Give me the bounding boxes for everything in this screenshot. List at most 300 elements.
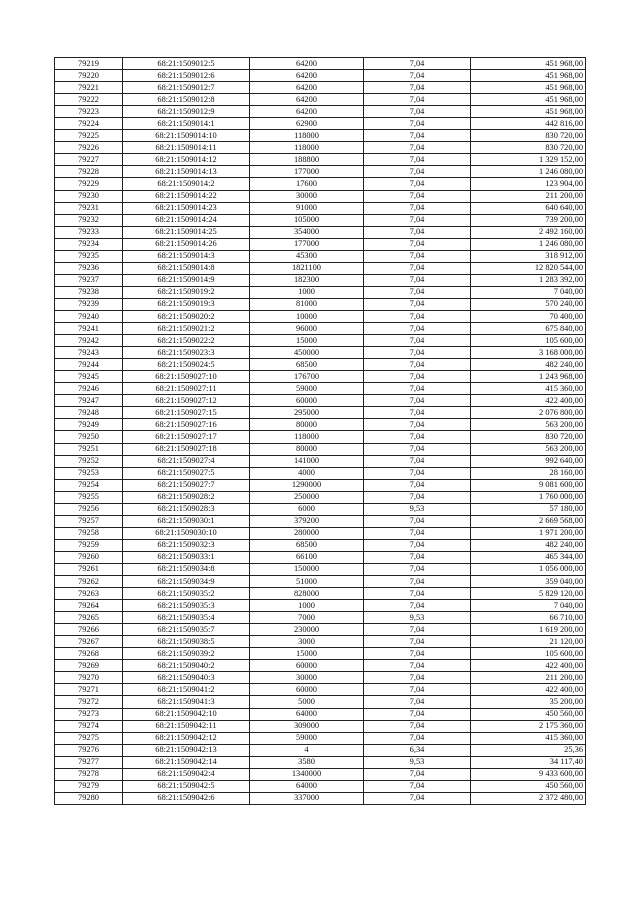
area-cell: 3000 — [250, 636, 364, 648]
table-row — [55, 455, 586, 467]
rate-cell: 7,04 — [364, 419, 471, 431]
area-cell: 5000 — [250, 696, 364, 708]
cadastral-value-cell: 105 600,00 — [471, 335, 586, 347]
row-number-cell: 79235 — [55, 250, 123, 262]
cadastral-number-cell: 68:21:1509012:5 — [123, 58, 250, 70]
cadastral-value-cell: 359 040,00 — [471, 576, 586, 588]
rate-cell: 7,04 — [364, 431, 471, 443]
row-number-cell: 79265 — [55, 612, 123, 624]
cadastral-number-cell: 68:21:1509014:13 — [123, 166, 250, 178]
cadastral-number-cell: 68:21:1509042:12 — [123, 732, 250, 744]
cadastral-number-cell: 68:21:1509035:3 — [123, 600, 250, 612]
rate-cell: 7,04 — [364, 563, 471, 575]
area-cell: 64200 — [250, 70, 364, 82]
table-row — [55, 684, 586, 696]
row-number-cell: 79233 — [55, 226, 123, 238]
area-cell: 1000 — [250, 600, 364, 612]
cadastral-value-cell: 7 040,00 — [471, 286, 586, 298]
row-number-cell: 79252 — [55, 455, 123, 467]
rate-cell: 7,04 — [364, 479, 471, 491]
area-cell: 59000 — [250, 732, 364, 744]
cadastral-value-cell: 9 081 600,00 — [471, 479, 586, 491]
rate-cell: 7,04 — [364, 323, 471, 335]
cadastral-number-cell: 68:21:1509014:10 — [123, 130, 250, 142]
table-row — [55, 82, 586, 94]
rate-cell: 7,04 — [364, 371, 471, 383]
table-row — [55, 636, 586, 648]
rate-cell: 7,04 — [364, 576, 471, 588]
cadastral-value-cell: 2 175 360,00 — [471, 720, 586, 732]
cadastral-number-cell: 68:21:1509040:2 — [123, 660, 250, 672]
row-number-cell: 79246 — [55, 383, 123, 395]
rate-cell: 7,04 — [364, 588, 471, 600]
area-cell: 450000 — [250, 347, 364, 359]
rate-cell: 7,04 — [364, 82, 471, 94]
rate-cell: 7,04 — [364, 226, 471, 238]
row-number-cell: 79267 — [55, 636, 123, 648]
cadastral-value-cell: 1 246 080,00 — [471, 238, 586, 250]
cadastral-value-cell: 451 968,00 — [471, 94, 586, 106]
cadastral-value-cell: 28 160,00 — [471, 467, 586, 479]
area-cell: 118000 — [250, 142, 364, 154]
rate-cell: 7,04 — [364, 118, 471, 130]
rate-cell: 7,04 — [364, 58, 471, 70]
row-number-cell: 79254 — [55, 479, 123, 491]
table-row — [55, 359, 586, 371]
cadastral-number-cell: 68:21:1509034:9 — [123, 576, 250, 588]
row-number-cell: 79245 — [55, 371, 123, 383]
cadastral-number-cell: 68:21:1509023:3 — [123, 347, 250, 359]
table-row — [55, 323, 586, 335]
cadastral-value-cell: 422 400,00 — [471, 660, 586, 672]
cadastral-number-cell: 68:21:1509042:5 — [123, 780, 250, 792]
table-row — [55, 780, 586, 792]
rate-cell: 7,04 — [364, 407, 471, 419]
row-number-cell: 79280 — [55, 792, 123, 804]
area-cell: 10000 — [250, 310, 364, 322]
row-number-cell: 79225 — [55, 130, 123, 142]
row-number-cell: 79273 — [55, 708, 123, 720]
row-number-cell: 79223 — [55, 106, 123, 118]
cadastral-value-cell: 1 283 392,00 — [471, 274, 586, 286]
area-cell: 6000 — [250, 503, 364, 515]
row-number-cell: 79243 — [55, 347, 123, 359]
row-number-cell: 79234 — [55, 238, 123, 250]
area-cell: 105000 — [250, 214, 364, 226]
row-number-cell: 79240 — [55, 310, 123, 322]
rate-cell: 7,04 — [364, 732, 471, 744]
table-row — [55, 744, 586, 756]
area-cell: 60000 — [250, 660, 364, 672]
table-row — [55, 539, 586, 551]
table-row — [55, 551, 586, 563]
cadastral-value-cell: 1 329 152,00 — [471, 154, 586, 166]
rate-cell: 7,04 — [364, 539, 471, 551]
cadastral-value-cell: 451 968,00 — [471, 106, 586, 118]
table-row — [55, 732, 586, 744]
row-number-cell: 79269 — [55, 660, 123, 672]
row-number-cell: 79268 — [55, 648, 123, 660]
cadastral-number-cell: 68:21:1509027:4 — [123, 455, 250, 467]
table-row — [55, 106, 586, 118]
area-cell: 64200 — [250, 106, 364, 118]
cadastral-value-cell: 105 600,00 — [471, 648, 586, 660]
cadastral-value-cell: 211 200,00 — [471, 190, 586, 202]
table-row — [55, 142, 586, 154]
rate-cell: 7,04 — [364, 298, 471, 310]
table-row — [55, 286, 586, 298]
rate-cell: 7,04 — [364, 286, 471, 298]
area-cell: 379200 — [250, 515, 364, 527]
row-number-cell: 79226 — [55, 142, 123, 154]
table-row — [55, 443, 586, 455]
area-cell: 188800 — [250, 154, 364, 166]
area-cell: 80000 — [250, 419, 364, 431]
cadastral-number-cell: 68:21:1509012:9 — [123, 106, 250, 118]
row-number-cell: 79274 — [55, 720, 123, 732]
cadastral-number-cell: 68:21:1509012:6 — [123, 70, 250, 82]
cadastral-number-cell: 68:21:1509028:3 — [123, 503, 250, 515]
cadastral-number-cell: 68:21:1509042:10 — [123, 708, 250, 720]
cadastral-value-cell: 12 820 544,00 — [471, 262, 586, 274]
cadastral-number-cell: 68:21:1509014:26 — [123, 238, 250, 250]
area-cell: 309000 — [250, 720, 364, 732]
rate-cell: 7,04 — [364, 154, 471, 166]
row-number-cell: 79257 — [55, 515, 123, 527]
cadastral-number-cell: 68:21:1509014:8 — [123, 262, 250, 274]
row-number-cell: 79220 — [55, 70, 123, 82]
cadastral-value-cell: 1 971 200,00 — [471, 527, 586, 539]
table-row — [55, 178, 586, 190]
row-number-cell: 79262 — [55, 576, 123, 588]
cadastral-value-cell: 415 360,00 — [471, 732, 586, 744]
cadastral-value-cell: 21 120,00 — [471, 636, 586, 648]
cadastral-number-cell: 68:21:1509035:2 — [123, 588, 250, 600]
rate-cell: 7,04 — [364, 142, 471, 154]
rate-cell: 7,04 — [364, 780, 471, 792]
cadastral-number-cell: 68:21:1509042:6 — [123, 792, 250, 804]
row-number-cell: 79231 — [55, 202, 123, 214]
cadastral-number-cell: 68:21:1509027:5 — [123, 467, 250, 479]
table-row — [55, 467, 586, 479]
cadastral-value-cell: 450 560,00 — [471, 780, 586, 792]
area-cell: 1290000 — [250, 479, 364, 491]
cadastral-value-cell: 422 400,00 — [471, 395, 586, 407]
area-cell: 7000 — [250, 612, 364, 624]
area-cell: 30000 — [250, 190, 364, 202]
table-row — [55, 310, 586, 322]
table-row — [55, 576, 586, 588]
cadastral-value-cell: 2 669 568,00 — [471, 515, 586, 527]
rate-cell: 7,04 — [364, 310, 471, 322]
row-number-cell: 79230 — [55, 190, 123, 202]
area-cell: 1000 — [250, 286, 364, 298]
cadastral-number-cell: 68:21:1509014:25 — [123, 226, 250, 238]
rate-cell: 7,04 — [364, 214, 471, 226]
cadastral-number-cell: 68:21:1509019:3 — [123, 298, 250, 310]
area-cell: 91000 — [250, 202, 364, 214]
area-cell: 51000 — [250, 576, 364, 588]
cadastral-value-cell: 70 400,00 — [471, 310, 586, 322]
cadastral-value-table — [54, 57, 586, 805]
cadastral-number-cell: 68:21:1509020:2 — [123, 310, 250, 322]
area-cell: 295000 — [250, 407, 364, 419]
rate-cell: 7,04 — [364, 696, 471, 708]
row-number-cell: 79256 — [55, 503, 123, 515]
row-number-cell: 79259 — [55, 539, 123, 551]
table-row — [55, 407, 586, 419]
cadastral-value-cell: 3 168 000,00 — [471, 347, 586, 359]
cadastral-number-cell: 68:21:1509041:2 — [123, 684, 250, 696]
table-row — [55, 347, 586, 359]
rate-cell: 7,04 — [364, 130, 471, 142]
rate-cell: 7,04 — [364, 238, 471, 250]
row-number-cell: 79239 — [55, 298, 123, 310]
cadastral-value-cell: 992 640,00 — [471, 455, 586, 467]
area-cell: 15000 — [250, 648, 364, 660]
cadastral-number-cell: 68:21:1509028:2 — [123, 491, 250, 503]
cadastral-value-cell: 563 200,00 — [471, 419, 586, 431]
cadastral-number-cell: 68:21:1509027:16 — [123, 419, 250, 431]
cadastral-value-cell: 35 200,00 — [471, 696, 586, 708]
rate-cell: 7,04 — [364, 720, 471, 732]
row-number-cell: 79249 — [55, 419, 123, 431]
cadastral-value-cell: 482 240,00 — [471, 539, 586, 551]
row-number-cell: 79242 — [55, 335, 123, 347]
table-row — [55, 479, 586, 491]
rate-cell: 7,04 — [364, 467, 471, 479]
cadastral-value-cell: 442 816,00 — [471, 118, 586, 130]
row-number-cell: 79224 — [55, 118, 123, 130]
table-row — [55, 190, 586, 202]
row-number-cell: 79255 — [55, 491, 123, 503]
table-row — [55, 154, 586, 166]
cadastral-number-cell: 68:21:1509014:24 — [123, 214, 250, 226]
cadastral-value-cell: 1 760 000,00 — [471, 491, 586, 503]
cadastral-value-cell: 2 492 160,00 — [471, 226, 586, 238]
area-cell: 60000 — [250, 684, 364, 696]
cadastral-number-cell: 68:21:1509027:12 — [123, 395, 250, 407]
cadastral-number-cell: 68:21:1509040:3 — [123, 672, 250, 684]
rate-cell: 7,04 — [364, 359, 471, 371]
table-row — [55, 792, 586, 804]
rate-cell: 7,04 — [364, 202, 471, 214]
cadastral-number-cell: 68:21:1509042:13 — [123, 744, 250, 756]
cadastral-value-cell: 123 904,00 — [471, 178, 586, 190]
table-body — [55, 58, 586, 805]
table-row — [55, 431, 586, 443]
cadastral-value-cell: 25,36 — [471, 744, 586, 756]
table-row — [55, 768, 586, 780]
cadastral-value-cell: 66 710,00 — [471, 612, 586, 624]
area-cell: 45300 — [250, 250, 364, 262]
row-number-cell: 79275 — [55, 732, 123, 744]
cadastral-number-cell: 68:21:1509027:17 — [123, 431, 250, 443]
table-row — [55, 648, 586, 660]
rate-cell: 7,04 — [364, 636, 471, 648]
table-row — [55, 226, 586, 238]
area-cell: 80000 — [250, 443, 364, 455]
row-number-cell: 79247 — [55, 395, 123, 407]
row-number-cell: 79276 — [55, 744, 123, 756]
rate-cell: 7,04 — [364, 792, 471, 804]
cadastral-number-cell: 68:21:1509014:9 — [123, 274, 250, 286]
table-row — [55, 527, 586, 539]
cadastral-number-cell: 68:21:1509012:8 — [123, 94, 250, 106]
cadastral-value-cell: 451 968,00 — [471, 82, 586, 94]
area-cell: 354000 — [250, 226, 364, 238]
cadastral-value-cell: 34 117,40 — [471, 756, 586, 768]
row-number-cell: 79264 — [55, 600, 123, 612]
table-row — [55, 94, 586, 106]
cadastral-value-cell: 211 200,00 — [471, 672, 586, 684]
rate-cell: 7,04 — [364, 262, 471, 274]
table-row — [55, 515, 586, 527]
cadastral-value-cell: 739 200,00 — [471, 214, 586, 226]
row-number-cell: 79248 — [55, 407, 123, 419]
rate-cell: 7,04 — [364, 190, 471, 202]
cadastral-value-cell: 422 400,00 — [471, 684, 586, 696]
area-cell: 64200 — [250, 82, 364, 94]
cadastral-value-cell: 451 968,00 — [471, 70, 586, 82]
cadastral-value-cell: 465 344,00 — [471, 551, 586, 563]
cadastral-value-cell: 2 076 800,00 — [471, 407, 586, 419]
cadastral-value-cell: 9 433 600,00 — [471, 768, 586, 780]
rate-cell: 7,04 — [364, 648, 471, 660]
area-cell: 3580 — [250, 756, 364, 768]
table-row — [55, 708, 586, 720]
cadastral-number-cell: 68:21:1509024:5 — [123, 359, 250, 371]
area-cell: 68500 — [250, 539, 364, 551]
table-row — [55, 298, 586, 310]
cadastral-number-cell: 68:21:1509030:1 — [123, 515, 250, 527]
cadastral-value-cell: 1 056 000,00 — [471, 563, 586, 575]
cadastral-value-cell: 1 243 968,00 — [471, 371, 586, 383]
area-cell: 60000 — [250, 395, 364, 407]
rate-cell: 7,04 — [364, 660, 471, 672]
cadastral-value-cell: 415 360,00 — [471, 383, 586, 395]
table-row — [55, 262, 586, 274]
area-cell: 81000 — [250, 298, 364, 310]
table-row — [55, 696, 586, 708]
cadastral-number-cell: 68:21:1509027:11 — [123, 383, 250, 395]
row-number-cell: 79222 — [55, 94, 123, 106]
area-cell: 1821100 — [250, 262, 364, 274]
table-row — [55, 70, 586, 82]
row-number-cell: 79229 — [55, 178, 123, 190]
table-row — [55, 660, 586, 672]
rate-cell: 7,04 — [364, 335, 471, 347]
row-number-cell: 79278 — [55, 768, 123, 780]
row-number-cell: 79263 — [55, 588, 123, 600]
table-row — [55, 335, 586, 347]
rate-cell: 7,04 — [364, 347, 471, 359]
cadastral-number-cell: 68:21:1509027:15 — [123, 407, 250, 419]
table-row — [55, 130, 586, 142]
cadastral-number-cell: 68:21:1509027:18 — [123, 443, 250, 455]
row-number-cell: 79253 — [55, 467, 123, 479]
table-row — [55, 419, 586, 431]
table-row — [55, 250, 586, 262]
table-row — [55, 166, 586, 178]
cadastral-value-cell: 57 180,00 — [471, 503, 586, 515]
table-row — [55, 600, 586, 612]
rate-cell: 7,04 — [364, 684, 471, 696]
row-number-cell: 79219 — [55, 58, 123, 70]
area-cell: 337000 — [250, 792, 364, 804]
area-cell: 30000 — [250, 672, 364, 684]
area-cell: 177000 — [250, 238, 364, 250]
row-number-cell: 79237 — [55, 274, 123, 286]
rate-cell: 6,34 — [364, 744, 471, 756]
area-cell: 118000 — [250, 431, 364, 443]
rate-cell: 9,53 — [364, 503, 471, 515]
rate-cell: 7,04 — [364, 178, 471, 190]
table-row — [55, 563, 586, 575]
table-row — [55, 672, 586, 684]
rate-cell: 7,04 — [364, 166, 471, 178]
rate-cell: 7,04 — [364, 551, 471, 563]
cadastral-number-cell: 68:21:1509027:7 — [123, 479, 250, 491]
rate-cell: 7,04 — [364, 624, 471, 636]
cadastral-value-cell: 482 240,00 — [471, 359, 586, 371]
row-number-cell: 79228 — [55, 166, 123, 178]
row-number-cell: 79258 — [55, 527, 123, 539]
area-cell: 118000 — [250, 130, 364, 142]
row-number-cell: 79227 — [55, 154, 123, 166]
rate-cell: 7,04 — [364, 395, 471, 407]
cadastral-number-cell: 68:21:1509014:23 — [123, 202, 250, 214]
row-number-cell: 79266 — [55, 624, 123, 636]
table-row — [55, 756, 586, 768]
cadastral-value-cell: 830 720,00 — [471, 130, 586, 142]
row-number-cell: 79271 — [55, 684, 123, 696]
cadastral-number-cell: 68:21:1509038:5 — [123, 636, 250, 648]
row-number-cell: 79236 — [55, 262, 123, 274]
row-number-cell: 79261 — [55, 563, 123, 575]
rate-cell: 7,04 — [364, 491, 471, 503]
table-row — [55, 383, 586, 395]
row-number-cell: 79244 — [55, 359, 123, 371]
table-row — [55, 491, 586, 503]
rate-cell: 9,53 — [364, 756, 471, 768]
cadastral-number-cell: 68:21:1509027:10 — [123, 371, 250, 383]
cadastral-number-cell: 68:21:1509032:3 — [123, 539, 250, 551]
cadastral-value-cell: 830 720,00 — [471, 142, 586, 154]
cadastral-value-cell: 830 720,00 — [471, 431, 586, 443]
cadastral-value-cell: 640 640,00 — [471, 202, 586, 214]
area-cell: 230000 — [250, 624, 364, 636]
cadastral-value-cell: 451 968,00 — [471, 58, 586, 70]
rate-cell: 7,04 — [364, 70, 471, 82]
cadastral-number-cell: 68:21:1509014:12 — [123, 154, 250, 166]
cadastral-value-cell: 7 040,00 — [471, 600, 586, 612]
table-row — [55, 612, 586, 624]
cadastral-number-cell: 68:21:1509014:3 — [123, 250, 250, 262]
cadastral-number-cell: 68:21:1509042:11 — [123, 720, 250, 732]
cadastral-value-cell: 318 912,00 — [471, 250, 586, 262]
area-cell: 64200 — [250, 58, 364, 70]
cadastral-value-cell: 675 840,00 — [471, 323, 586, 335]
area-cell: 15000 — [250, 335, 364, 347]
area-cell: 280000 — [250, 527, 364, 539]
area-cell: 176700 — [250, 371, 364, 383]
area-cell: 141000 — [250, 455, 364, 467]
cadastral-number-cell: 68:21:1509019:2 — [123, 286, 250, 298]
table-row — [55, 588, 586, 600]
cadastral-number-cell: 68:21:1509041:3 — [123, 696, 250, 708]
rate-cell: 7,04 — [364, 443, 471, 455]
